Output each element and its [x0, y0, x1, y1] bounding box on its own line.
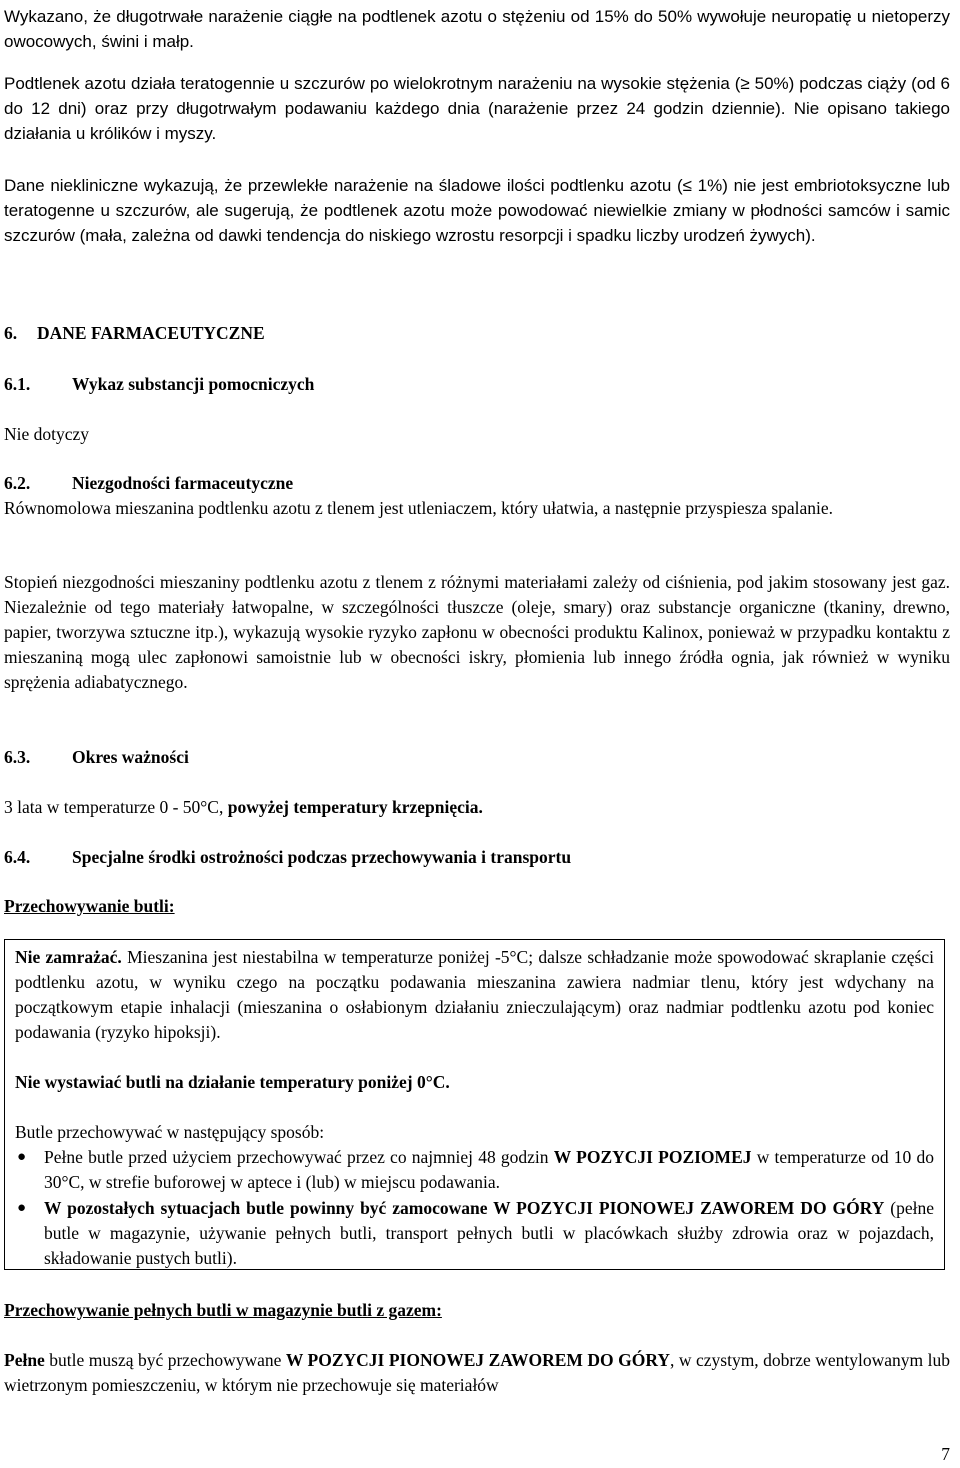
section-6-heading [4, 321, 265, 346]
last-bold-2: W POZYCJI PIONOWEJ ZAWOREM DO GÓRY [285, 1350, 671, 1370]
shelf-life-text [4, 795, 483, 820]
paragraph-preclinical: Dane niekliniczne wykazują, że przewlekłe narażenie na śladowe ilości podtlenku azotu (≤ 1%) nie jest embriotoksyczne lub teratogenne u szczurów, ale sugerują, że podtlenek azotu może powodować niewielkie zmiany w płodności samców i samic szczurów (mała, zależna od dawki tendencja do niskiego wzrostu resorpcji i spadku liczby urodzeń żywych). [4, 176, 950, 245]
section-6-2-text-2: Stopień niezgodności mieszaniny podtlenku azotu z tlenem z różnymi materiałami zależy od ciśnienia, pod jakim stosowany jest gaz. Niezależnie od tego materiały łatwopalne, w szczególności tłuszcze (oleje, smary) oraz substancje organiczne (tkaniny, drewno, papier, tworzywa sztuczne itp.), wykazują wysokie ryzyko zapłonu w obecności produktu Kalinox, ponieważ w przypadku kontaktu z mieszaniną mogą ulec zapłonowi samoistnie lub w obecności iskry, płomienia lub innego źródła ognia, jak również w wyniku sprężenia adiabatycznego. [4, 572, 950, 692]
section-6-2-heading [4, 471, 293, 496]
section-6-3-number: 6.3. [4, 747, 31, 767]
section-6-2-title: Niezgodności farmaceutyczne [72, 473, 294, 493]
box-paragraph-temperature: Nie wystawiać butli na działanie temperatury poniżej 0°C. [15, 1072, 450, 1092]
warehouse-paragraph [4, 1348, 950, 1398]
list-item-1-text-2: w temperaturze od 10 do 30°C, w strefie buforowej w aptece i (lub) w miejscu podawania. [44, 1147, 934, 1192]
section-6-2-number: 6.2. [4, 473, 31, 493]
last-bold-1: Pełne [4, 1350, 45, 1370]
last-text-2: , w czystym, dobrze wentylowanym lub wietrzonym pomieszczeniu, w którym nie przechowuje się materiałów [4, 1350, 950, 1395]
list-item [15, 1145, 934, 1195]
shelf-life-normal: 3 lata w temperaturze 0 - 50°C, [4, 797, 228, 817]
list-item-1-bold: W POZYCJI POZIOMEJ [553, 1147, 752, 1167]
list-item [15, 1196, 934, 1271]
bullet-icon: ● [17, 1200, 27, 1216]
section-6-1-heading [4, 372, 314, 397]
storage-heading: Przechowywanie butli: [4, 896, 175, 916]
warehouse-heading: Przechowywanie pełnych butli w magazynie butli z gazem: [4, 1300, 442, 1320]
no-freeze-text: Mieszanina jest niestabilna w temperaturze poniżej -5°C; dalsze schładzanie może spowodować skraplanie części podtlenku azotu, w wyniku czego na początku podawania mieszanina zawiera nadmiar tlenu, który jest wdychany na początkowym etapie inhalacji (mieszanina o osłabionym działaniu znieczulającym) oraz nadmiar podtlenku azotu pod koniec podawania (ryzyko hipoksji). [15, 947, 934, 1042]
last-text-1: butle muszą być przechowywane [44, 1350, 286, 1370]
shelf-life-bold: powyżej temperatury krzepnięcia. [227, 797, 483, 817]
section-6-3-heading [4, 745, 189, 770]
section-6-number: 6. [4, 323, 18, 343]
section-6-1-number: 6.1. [4, 374, 31, 394]
section-6-1-title: Wykaz substancji pomocniczych [72, 374, 315, 394]
list-item-2-text: (pełne butle w magazynie, używanie pełnych butli, transport pełnych butli w placówkach służby zdrowia oraz w pojazdach, składowanie pustych butli). [44, 1198, 934, 1268]
section-6-1-text: Nie dotyczy [4, 424, 90, 444]
storage-box [4, 939, 945, 1270]
storage-list [15, 1145, 934, 1271]
paragraph-teratogenic: Podtlenek azotu działa teratogennie u szczurów po wielokrotnym narażeniu na wysokie stężenia (≥ 50%) podczas ciąży (od 6 do 12 dni) oraz przy długotrwałym podawaniu każdego dnia (narażenie przez 24 godzin dziennie). Nie opisano takiego działania u królików i myszy. [4, 74, 950, 143]
list-item-1-text: Pełne butle przed użyciem przechowywać przez co najmniej 48 godzin [44, 1147, 554, 1167]
box-paragraph-freeze [15, 945, 934, 1045]
section-6-title: DANE FARMACEUTYCZNE [37, 323, 265, 343]
list-item-2-bold: W pozostałych sytuacjach butle powinny być zamocowane W POZYCJI PIONOWEJ ZAWOREM DO GÓRY [44, 1198, 885, 1218]
box-paragraph-how: Butle przechowywać w następujący sposób: [15, 1122, 325, 1142]
section-6-4-heading [4, 845, 571, 870]
paragraph-neuropathy: Wykazano, że długotrwałe narażenie ciągłe na podtlenek azotu o stężeniu od 15% do 50% wywołuje neuropatię u nietoperzy owocowych, świni i małp. [4, 7, 950, 51]
section-6-4-number: 6.4. [4, 847, 31, 867]
section-6-4-title: Specjalne środki ostrożności podczas przechowywania i transportu [72, 847, 572, 867]
section-6-3-title: Okres ważności [72, 747, 189, 767]
no-freeze-bold: Nie zamrażać. [15, 947, 122, 967]
section-6-2-text-1: Równomolowa mieszanina podtlenku azotu z tlenem jest utleniaczem, który ułatwia, a następnie przyspiesza spalanie. [4, 498, 834, 518]
bullet-icon: ● [17, 1149, 27, 1165]
page-number: 7 [941, 1444, 950, 1464]
